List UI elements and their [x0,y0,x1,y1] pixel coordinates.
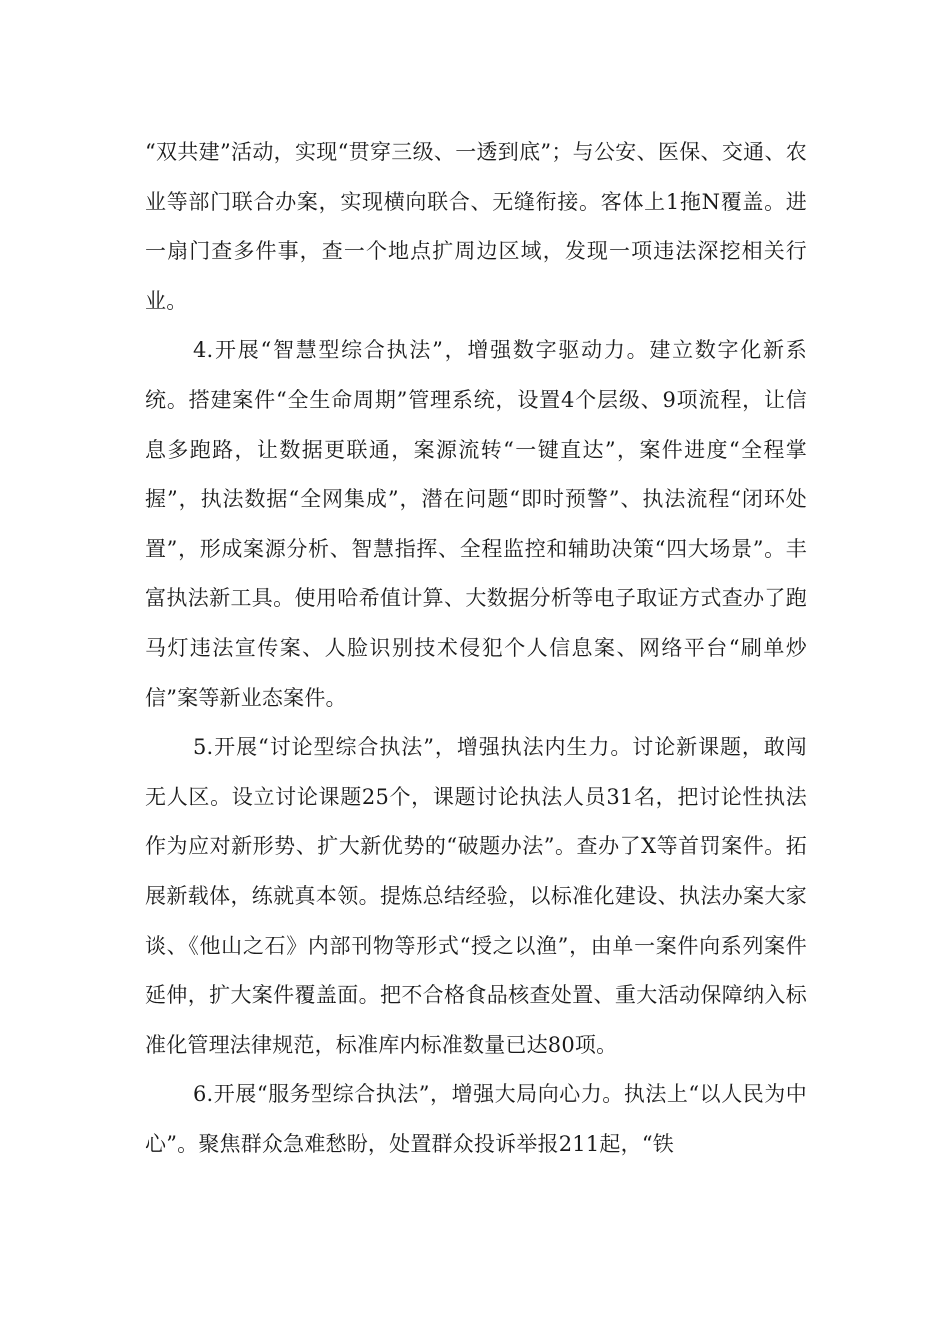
paragraph-item-5: 5.开展“讨论型综合执法”，增强执法内生力。讨论新课题，敢闯无人区。设立讨论课题25个，课题讨论执法人员31名，把讨论性执法作为应对新形势、扩大新优势的“破题办法”。查办了X等首罚案件。拓展新载体，练就真本领。提炼总结经验，以标准化建设、执法办案大家谈、《他山之石》内部刊物等形式“授之以渔”，由单一案件向系列案件延伸，扩大案件覆盖面。把不合格食品核查处置、重大活动保障纳入标准化管理法律规范，标准库内标准数量已达80项。 [145,735,807,1057]
paragraph-item-4: 4.开展“智慧型综合执法”，增强数字驱动力。建立数字化新系统。搭建案件“全生命周期”管理系统，设置4个层级、9项流程，让信息多跑路，让数据更联通，案源流转“一键直达”，案件进度“全程掌握”，执法数据“全网集成”，潜在问题“即时预警”、执法流程“闭环处置”，形成案源分析、智慧指挥、全程监控和辅助决策“四大场景”。丰富执法新工具。使用哈希值计算、大数据分析等电子取证方式查办了跑马灯违法宣传案、人脸识别技术侵犯个人信息案、网络平台“刷单炒信”案等新业态案件。 [145,338,807,710]
paragraph-continuation: “双共建”活动，实现“贯穿三级、一透到底”；与公安、医保、交通、农业等部门联合办案，实现横向联合、无缝衔接。客体上1拖N覆盖。进一扇门查多件事，查一个地点扩周边区域，发现一项违法深挖相关行业。 [145,140,807,313]
document-body [145,128,807,1169]
paragraph-item-6: 6.开展“服务型综合执法”，增强大局向心力。执法上“以人民为中心”。聚焦群众急难愁盼，处置群众投诉举报211起，“铁 [145,1082,807,1156]
